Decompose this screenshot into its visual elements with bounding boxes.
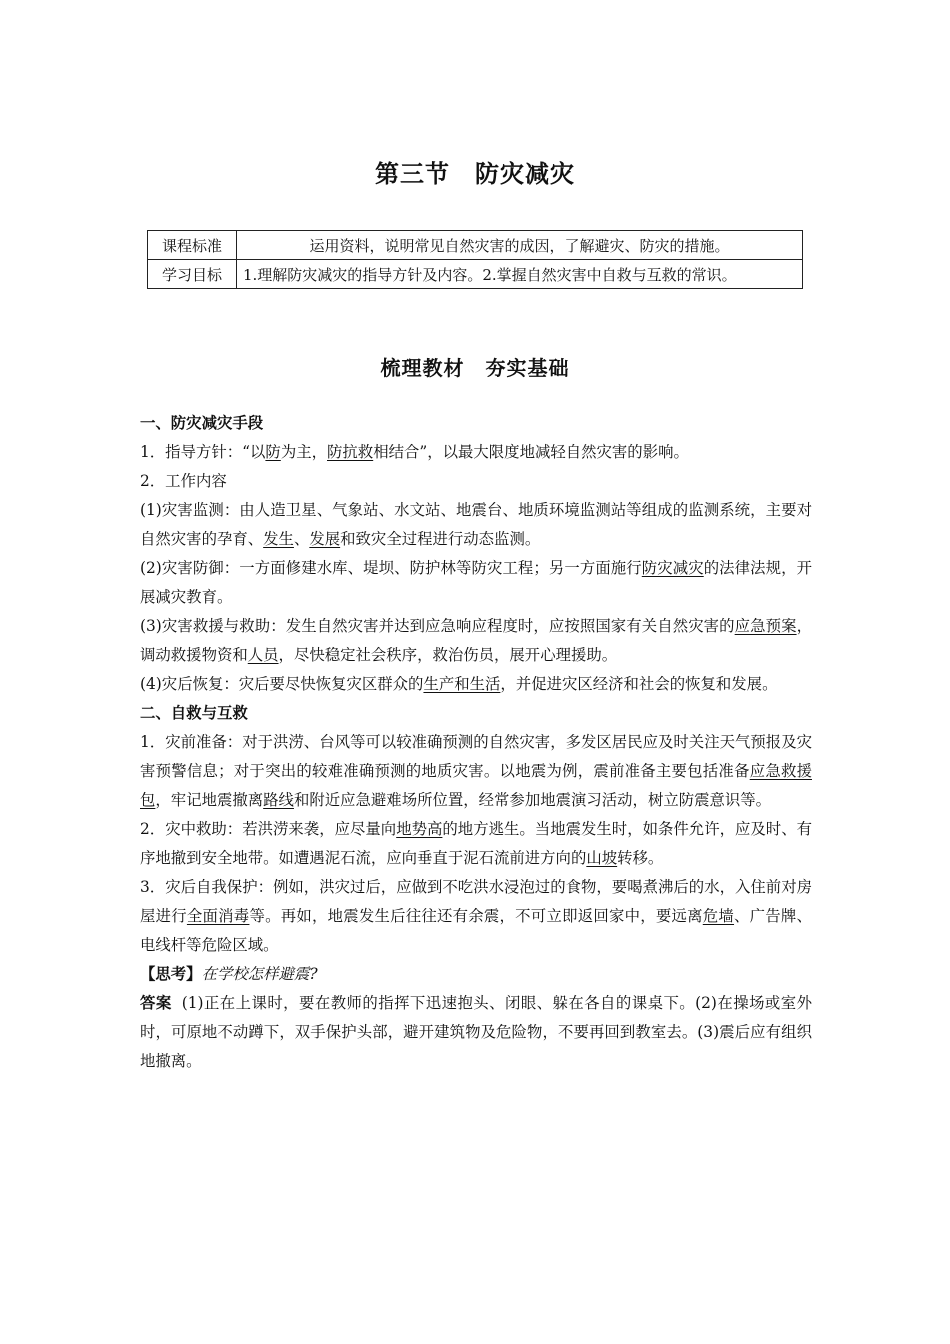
guideline-paragraph [140, 438, 812, 467]
preparation-paragraph [140, 728, 812, 815]
blank-answer: 全面消毒 [186, 907, 250, 925]
work-content-heading: 2．工作内容 [140, 472, 227, 490]
objective-text: 1.理解防灾减灾的指导方针及内容。2.掌握自然灾害中自救与互救的常识。 [237, 260, 803, 289]
standards-table [147, 230, 803, 289]
blank-answer: 防抗救 [327, 443, 374, 461]
text-run: 和附近应急避难场所位置，经常参加地震演习活动，树立防震意识等。 [293, 791, 772, 809]
during-disaster-paragraph [140, 815, 812, 873]
blank-answer: 发生 [263, 530, 294, 548]
text-run: 等。再如，地震发生后往往还有余震，不可立即返回家中，要远离 [249, 907, 703, 925]
defense-paragraph [140, 554, 812, 612]
blank-answer: 山坡 [586, 849, 618, 867]
objective-label: 学习目标 [148, 260, 237, 289]
text-run: 相结合”，以最大限度地减轻自然灾害的影响。 [373, 443, 689, 461]
text-run: 的地方逃生。当地震发生时，如条件允许，应及时、有序地撤到安全地带。如遭遇泥石流，应向垂直于泥石流前进方向的 [140, 820, 812, 867]
blank-answer: 应急救援包 [140, 762, 812, 809]
blank-answer: 地势高 [396, 820, 443, 838]
think-question [140, 960, 812, 989]
blank-answer: 应急预案 [734, 617, 797, 635]
text-run: 的法律法规，开展减灾教育。 [140, 559, 812, 606]
rescue-paragraph [140, 612, 812, 670]
table-row [148, 231, 803, 260]
text-run: (1)灾害监测：由人造卫星、气象站、水文站、地震台、地质环境监测站等组成的监测系统，主要对自然灾害的孕育、 [140, 501, 812, 548]
monitoring-paragraph [140, 496, 812, 554]
blank-answer: 路线 [263, 791, 294, 809]
blank-answer: 防灾减灾 [641, 559, 704, 577]
text-run: ，尽快稳定社会秩序，救治伤员，展开心理援助。 [278, 646, 618, 664]
post-disaster-paragraph [140, 873, 812, 960]
text-run: 1．灾前准备：对于洪涝、台风等可以较准确预测的自然灾害，多发区居民应及时关注天气预报及灾害预警信息；对于突出的较难准确预测的地质灾害。以地震为例，震前准备主要包括准备 [140, 733, 812, 780]
answer-tag: 答案 [140, 994, 172, 1012]
text-run: 、 [293, 530, 310, 548]
think-question-text: 在学校怎样避震? [201, 965, 318, 983]
answer-paragraph [140, 989, 812, 1076]
text-run: 和致灾全过程进行动态监测。 [340, 530, 541, 548]
text-run: 转移。 [617, 849, 664, 867]
standard-label: 课程标准 [148, 231, 237, 260]
text-run: 、广告牌、电线杆等危险区域。 [140, 907, 812, 954]
blank-answer: 人员 [247, 646, 279, 664]
text-run: (4)灾后恢复：灾后要尽快恢复灾区群众的 [140, 675, 424, 693]
text-run: (2)灾害防御：一方面修建水库、堤坝、防护林等防灾工程；另一方面施行 [140, 559, 642, 577]
text-run: ，并促进灾区经济和社会的恢复和发展。 [500, 675, 778, 693]
text-run: ，牢记地震撤离 [155, 791, 264, 809]
blank-answer: 发展 [309, 530, 341, 548]
page-title: 第三节 防灾减灾 [375, 160, 575, 188]
section-subtitle: 梳理教材 夯实基础 [380, 356, 570, 380]
recovery-paragraph [140, 670, 812, 699]
blank-answer: 危墙 [702, 907, 735, 925]
text-run: 2．灾中救助：若洪涝来袭，应尽量向 [140, 820, 397, 838]
text-run: ，调动救援物资和 [140, 617, 812, 664]
answer-text: (1)正在上课时，要在教师的指挥下迅速抱头、闭眼、躲在各自的课桌下。(2)在操场或室外时，可原地不动蹲下，双手保护头部，避开建筑物及危险物，不要再回到教室去。(3)震后应有组织地撤离。 [140, 994, 812, 1070]
section1-heading: 一、防灾减灾手段 [140, 414, 264, 432]
text-run: 3．灾后自我保护：例如，洪灾过后，应做到不吃洪水浸泡过的食物，要喝煮沸后的水，入住前对房屋进行 [140, 878, 812, 925]
think-tag: 【思考】 [140, 965, 202, 983]
text-run: 为主， [280, 443, 327, 461]
section2-heading: 二、自救与互救 [140, 704, 248, 722]
blank-answer: 防 [265, 443, 281, 461]
text-run: 1．指导方针：“以 [140, 443, 266, 461]
blank-answer: 生产和生活 [423, 675, 501, 693]
standard-text: 运用资料，说明常见自然灾害的成因，了解避灾、防灾的措施。 [237, 231, 803, 260]
content-body [140, 409, 812, 1076]
table-row [148, 260, 803, 289]
text-run: (3)灾害救援与救助：发生自然灾害并达到应急响应程度时，应按照国家有关自然灾害的 [140, 617, 735, 635]
